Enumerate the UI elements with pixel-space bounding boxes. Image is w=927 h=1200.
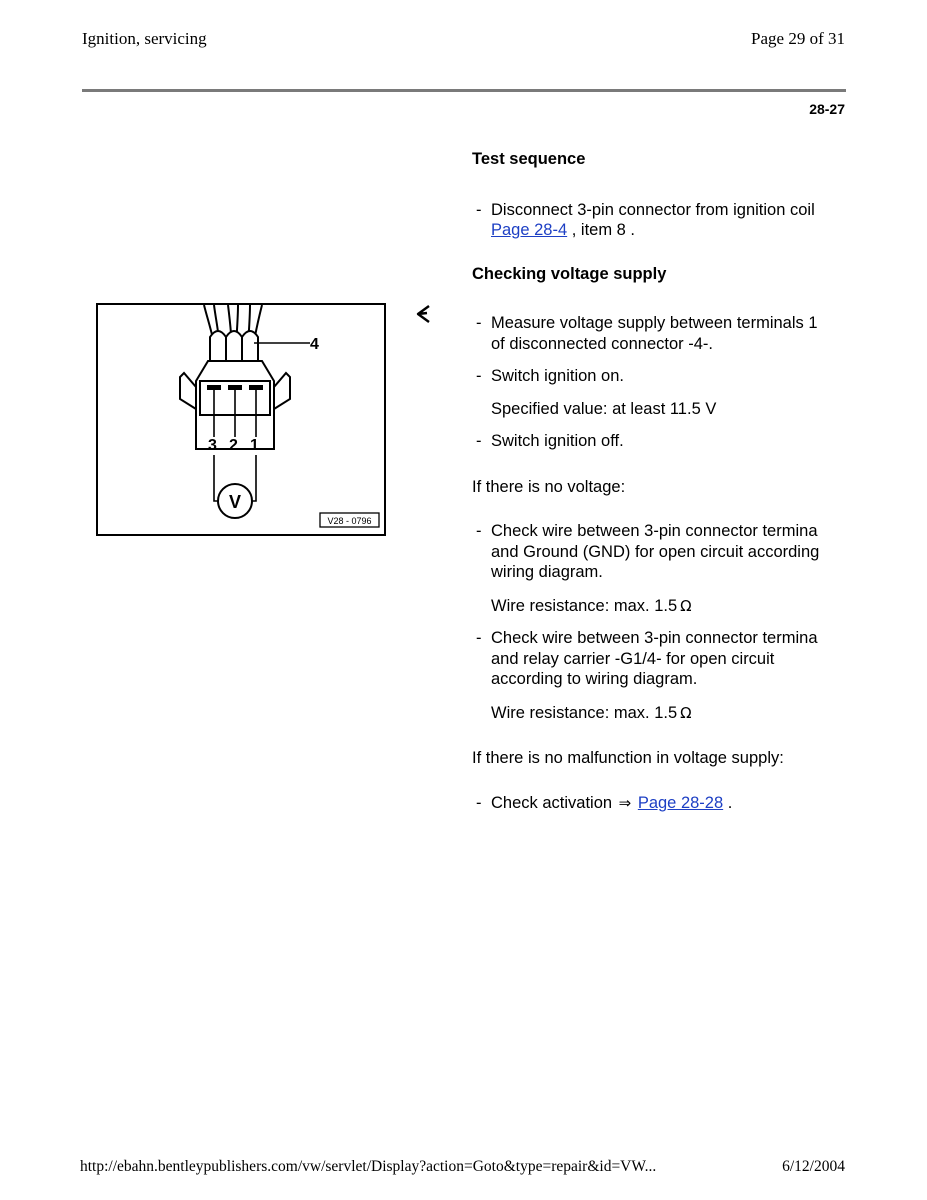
page-indicator: Page 29 of 31 <box>751 29 845 48</box>
section-number: 28-27 <box>809 101 845 117</box>
right-arrow-icon: ⇒ <box>618 793 632 812</box>
page-28-28-link[interactable]: Page 28-28 <box>637 793 724 812</box>
procedure-content <box>472 149 846 813</box>
pin-cavity <box>207 385 221 390</box>
ohm-icon: Ω <box>680 703 692 722</box>
terminal-label-2: 2 <box>229 437 238 454</box>
specified-value: Specified value: at least 11.5 V <box>491 399 717 418</box>
terminal-label-3: 3 <box>208 437 217 454</box>
if-no-voltage: If there is no voltage: <box>472 477 626 496</box>
step-check-relay-wire: - Check wire between 3-pin connector termina and relay carrier -G1/4- for open circuit according to wiring diagram. <box>476 629 818 688</box>
voltmeter-label: V <box>228 492 242 512</box>
terminal-label-1: 1 <box>250 437 259 454</box>
pin-cavity <box>249 385 263 390</box>
figure-pointer-icon <box>414 304 432 324</box>
callout-label: 4 <box>310 336 319 353</box>
step-disconnect-connector: - Disconnect 3-pin connector from ignition coil Page 28-4 , item 8 . <box>476 200 815 239</box>
page-28-4-link[interactable]: Page 28-4 <box>491 221 568 239</box>
ohm-icon: Ω <box>680 596 692 615</box>
figure-id: V28 - 0796 <box>327 516 372 526</box>
step-check-activation: - Check activation ⇒ Page 28-28 . <box>476 793 733 812</box>
footer-url: http://ebahn.bentleypublishers.com/vw/servlet/Display?action=Goto&type=repair&id=VW... <box>80 1158 657 1175</box>
wire-resistance-ground: Wire resistance: max. 1.5 Ω <box>491 596 692 615</box>
header-divider <box>82 89 846 92</box>
test-sequence-heading: Test sequence <box>472 150 586 168</box>
step-measure-voltage: - Measure voltage supply between terminals 1 of disconnected connector -4-. <box>476 314 818 353</box>
step-ignition-on: - Switch ignition on. <box>476 367 624 385</box>
wire-resistance-relay: Wire resistance: max. 1.5 Ω <box>491 703 692 722</box>
running-header-title: Ignition, servicing <box>82 29 207 48</box>
step-ignition-off: - Switch ignition off. <box>476 432 624 450</box>
footer-date: 6/12/2004 <box>782 1158 845 1175</box>
step-check-ground-wire: - Check wire between 3-pin connector termina and Ground (GND) for open circuit according wiring diagram. <box>476 522 820 581</box>
pin-cavity <box>228 385 242 390</box>
connector-voltage-figure <box>96 303 386 536</box>
if-no-malfunction: If there is no malfunction in voltage supply: <box>472 749 784 767</box>
checking-voltage-heading: Checking voltage supply <box>472 264 667 283</box>
